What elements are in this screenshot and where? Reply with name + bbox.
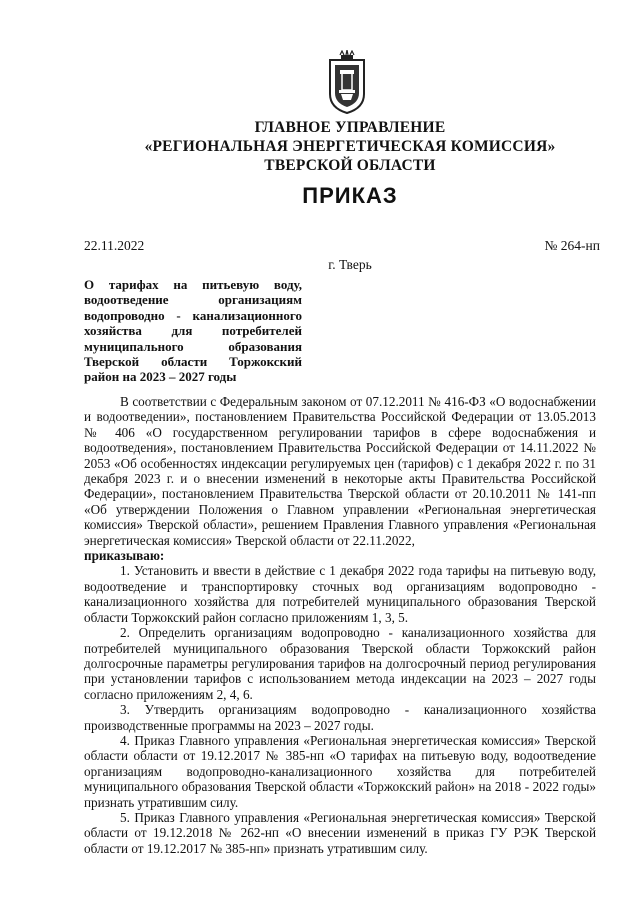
document-date: 22.11.2022 — [84, 238, 145, 253]
org-name-line-2: «РЕГИОНАЛЬНАЯ ЭНЕРГЕТИЧЕСКАЯ КОМИССИЯ» — [144, 138, 556, 155]
org-name-line-3: ТВЕРСКОЙ ОБЛАСТИ — [264, 157, 436, 174]
org-name-line-1: ГЛАВНОЕ УПРАВЛЕНИЕ — [254, 119, 446, 136]
document-number: № 264-нп — [544, 238, 600, 253]
document-city: г. Тверь — [328, 257, 372, 272]
order-word: приказываю: — [84, 548, 165, 564]
order-item-2: 2. Определить организациям водопроводно - канализационного хозяйства для потребителей муниципального образования Тверской области Торжокский район долгосрочные параметры регулирования тарифов на долгосрочный период регулирования при установлении тарифов с использованием метода индексации на 2023 – 2027 годы согласно приложениям 2, 4, 6. — [84, 625, 596, 702]
document-body — [84, 394, 596, 856]
coat-of-arms-emblem — [327, 50, 367, 114]
order-item-4: 4. Приказ Главного управления «Региональная энергетическая комиссия» Тверской области области от 19.12.2017 № 385-нп «О тарифах на питьевую воду, водоотведение организациям водопроводно-канализационного хозяйства для потребителей муниципального образования Тверской области «Торжокский район» на 2018 - 2022 годы» признать утратившим силу. — [84, 732, 596, 810]
document-type-title: ПРИКАЗ — [302, 183, 398, 208]
document-subject: О тарифах на питьевую воду, водоотведение организациям водопроводно - канализационного хозяйства для потребителей муниципального образования Тверской области Торжокский район на 2023 – 2027 годы — [84, 277, 302, 385]
order-item-5: 5. Приказ Главного управления «Региональная энергетическая комиссия» Тверской области от 19.12.2018 № 262-нп «О внесении изменений в приказ ГУ РЭК Тверской области от 19.12.2017 № 385-нп» признать утратившим силу. — [84, 809, 596, 856]
order-item-3: 3. Утвердить организациям водопроводно - канализационного хозяйства производственные программы на 2023 – 2027 годы. — [84, 702, 596, 733]
order-item-1: 1. Установить и ввести в действие с 1 декабря 2022 года тарифы на питьевую воду, водоотведение и транспортировку сточных вод организациям водопроводно - канализационного хозяйства для потребителей муниципального образования Тверской области Торжокский район согласно приложениям 1, 3, 5. — [84, 563, 596, 625]
preamble-paragraph: В соответствии с Федеральным законом от 07.12.2011 № 416-ФЗ «О водоснабжении и водоотведении», постановлением Правительства Российской Федерации от 13.05.2013 № 406 «О государственном регулировании тарифов в сфере водоснабжения и водоотведения», постановлением Правительства Российской Федерации от 14.11.2022 № 2053 «Об особенностях индексации регулируемых цен (тарифов) с 1 декабря 2022 г. по 31 декабря 2023 г. и о внесении изменений в некоторые акты Правительства Российской Федерации», постановлением Правительства Тверской области от 20.10.2011 № 141-пп «Об утверждении Положения о Главном управлении «Региональная энергетическая комиссия» Тверской области», решением Правления Главного управления «Региональная энергетическая комиссия» Тверской области от 22.11.2022, — [84, 394, 596, 548]
